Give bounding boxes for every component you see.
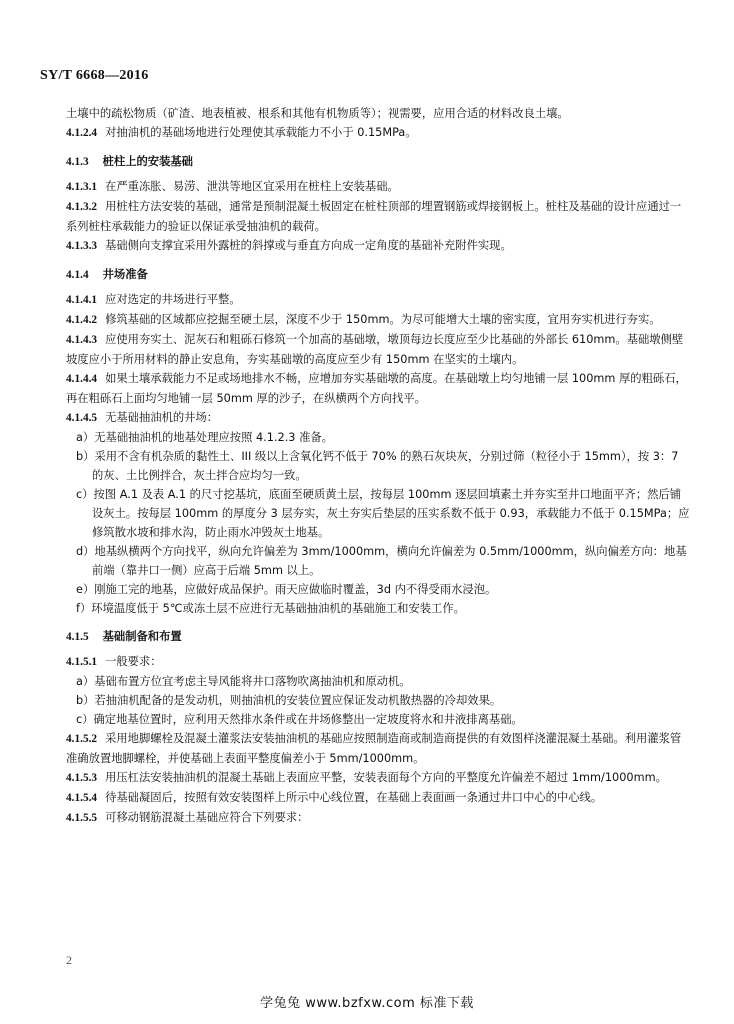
list-item: e）刚施工完的地基，应做好成品保护。雨天应做临时覆盖，3d 内不得受雨水浸泡。 — [76, 583, 497, 596]
section-number: 4.1.5 — [66, 631, 89, 643]
clause-number: 4.1.4.4 — [66, 373, 98, 385]
section-heading-4-1-5 — [66, 627, 692, 647]
clause-number: 4.1.5.4 — [66, 792, 98, 804]
clause-text: 应使用夯实土、泥灰石和粗砾石修筑一个加高的基础墩，墩顶每边长度应至少比基础的外部长 610mm。基础墩侧壁坡度应小于所用材料的静止安息角，夯实基础墩的高度应至少有 150mm 在坚实的土壤内。 — [66, 333, 684, 366]
list-item: a）无基础抽油机的地基处理应按照 4.1.2.3 准备。 — [76, 431, 333, 444]
list-item: f）环境温度低于 5℃或冻土层不应进行无基础抽油机的基础施工和安装工作。 — [76, 602, 465, 615]
clause-4-1-2-4 — [66, 123, 692, 143]
clause-text: 应对选定的井场进行平整。 — [105, 293, 241, 306]
section-number: 4.1.3 — [66, 156, 89, 168]
clause-text: 无基础抽油机的井场： — [105, 411, 219, 424]
list-item: d）地基纵横两个方向找平，纵向允许偏差为 3mm/1000mm，横向允许偏差为 0.5mm/1000mm，纵向偏差方向：地基前端（靠井口一侧）应高于后端 5mm 以上。 — [76, 545, 687, 577]
clause-text: 可移动钢筋混凝土基础应符合下列要求： — [105, 811, 309, 824]
clause-text: 修筑基础的区域都应挖掘至硬土层，深度不少于 150mm。为尽可能增大土壤的密实度，宜用夯实机进行夯实。 — [105, 313, 661, 326]
clause-4-1-4-4 — [66, 369, 692, 408]
clause-text: 如果土壤承载能力不足或场地排水不畅，应增加夯实基础墩的高度。在基础墩上均匀地铺一层 100mm 厚的粗砾石，再在粗砾石上面均匀地铺一层 50mm 厚的沙子，在纵横两个方向找平。 — [66, 372, 687, 405]
clause-number: 4.1.4.1 — [66, 294, 98, 306]
clause-text: 用压杠法安装抽油机的混凝土基础上表面应平整，安装表面每个方向的平整度允许偏差不超过 1mm/1000mm。 — [105, 771, 667, 784]
standard-code-header: SY/T 6668—2016 — [40, 68, 149, 83]
clause-4-1-4-2 — [66, 310, 692, 330]
clause-4-1-5-2 — [66, 729, 692, 768]
continued-paragraph: 土壤中的疏松物质（矿渣、地表植被、根系和其他有机物质等）；视需要，应用合适的材料改良土壤。 — [66, 107, 569, 120]
section-number: 4.1.4 — [66, 269, 89, 281]
clause-4-1-5-4 — [66, 788, 692, 808]
clause-number: 4.1.4.3 — [66, 334, 98, 346]
clause-4-1-4-3 — [66, 330, 692, 369]
clause-4-1-3-1 — [66, 177, 692, 197]
clause-number: 4.1.2.4 — [66, 127, 98, 139]
list-item: c）按图 A.1 及表 A.1 的尺寸挖基坑，底面至硬质黄土层，按每层 100mm 逐层回填素土并夯实至井口地面平齐；然后铺设灰土。按每层 100mm 的厚度分 3 层夯实，灰土夯实后垫层的压实系数不低于 0.93，承载能力不低于 0.15MPa；应修筑散水坡和排水沟，防止雨水冲毁灰土地基。 — [76, 488, 690, 539]
list-item: c）确定地基位置时，应利用天然排水条件或在井场修整出一定坡度将水和井液排离基础。 — [76, 713, 523, 726]
clause-number: 4.1.5.5 — [66, 812, 98, 824]
list-item: a）基础布置方位宜考虑主导风能将井口落物吹离抽油机和原动机。 — [76, 675, 411, 688]
clause-4-1-3-2 — [66, 197, 692, 236]
clause-number: 4.1.3.1 — [66, 181, 98, 193]
section-heading-4-1-4 — [66, 265, 692, 285]
clause-text: 用桩柱方法安装的基础，通常是预制混凝土板固定在桩柱顶部的埋置钢筋或焊接钢板上。桩柱及基础的设计应通过一系列桩柱承载能力的验证以保证承受抽油机的载荷。 — [66, 200, 682, 233]
clause-number: 4.1.5.3 — [66, 772, 98, 784]
watermark-footer: 学兔兔 www.bzfxw.com 标准下载 — [260, 996, 474, 1011]
clause-text: 对抽油机的基础场地进行处理使其承载能力不小于 0.15MPa。 — [105, 126, 417, 139]
section-title: 桩柱上的安装基础 — [102, 155, 193, 168]
clause-text: 在严重冻胀、易涝、泄洪等地区宜采用在桩柱上安装基础。 — [105, 180, 399, 193]
list-item: b）若抽油机配备的是发动机，则抽油机的安装位置应保证发动机散热器的冷却效果。 — [76, 694, 502, 707]
clause-text: 基础侧向支撑宜采用外露桩的斜撑或与垂直方向成一定角度的基础补充附件实现。 — [105, 239, 512, 252]
page-number: 2 — [66, 953, 72, 967]
clause-number: 4.1.5.1 — [66, 656, 98, 668]
clause-4-1-3-3 — [66, 236, 692, 256]
clause-text: 采用地脚螺栓及混凝土灌浆法安装抽油机的基础应按照制造商或制造商提供的有效图样浇灌混凝土基础。利用灌浆管准确放置地脚螺栓，并使基础上表面平整度偏差小于 5mm/1000mm。 — [66, 732, 682, 765]
section-heading-4-1-3 — [66, 152, 692, 172]
document-body — [66, 104, 692, 828]
clause-number: 4.1.5.2 — [66, 733, 98, 745]
clause-text: 一般要求： — [105, 655, 162, 668]
clause-number: 4.1.3.3 — [66, 240, 98, 252]
clause-4-1-5-1 — [66, 652, 692, 672]
clause-number: 4.1.4.5 — [66, 412, 98, 424]
section-title: 井场准备 — [102, 268, 148, 281]
clause-text: 待基础凝固后，按照有效安装图样上所示中心线位置，在基础上表面画一条通过井口中心的中心线。 — [105, 791, 603, 804]
clause-4-1-4-5 — [66, 408, 692, 428]
clause-4-1-4-1 — [66, 290, 692, 310]
clause-4-1-5-5 — [66, 808, 692, 828]
clause-number: 4.1.4.2 — [66, 314, 98, 326]
list-item: b）采用不含有机杂质的黏性土、III 级以上含氧化钙不低于 70% 的熟石灰块灰，分别过筛（粒径小于 15mm），按 3：7 的灰、土比例拌合，灰土拌合应均匀一致。 — [76, 450, 679, 482]
clause-number: 4.1.3.2 — [66, 201, 98, 213]
section-title: 基础制备和布置 — [102, 630, 182, 643]
clause-4-1-5-3 — [66, 768, 692, 788]
